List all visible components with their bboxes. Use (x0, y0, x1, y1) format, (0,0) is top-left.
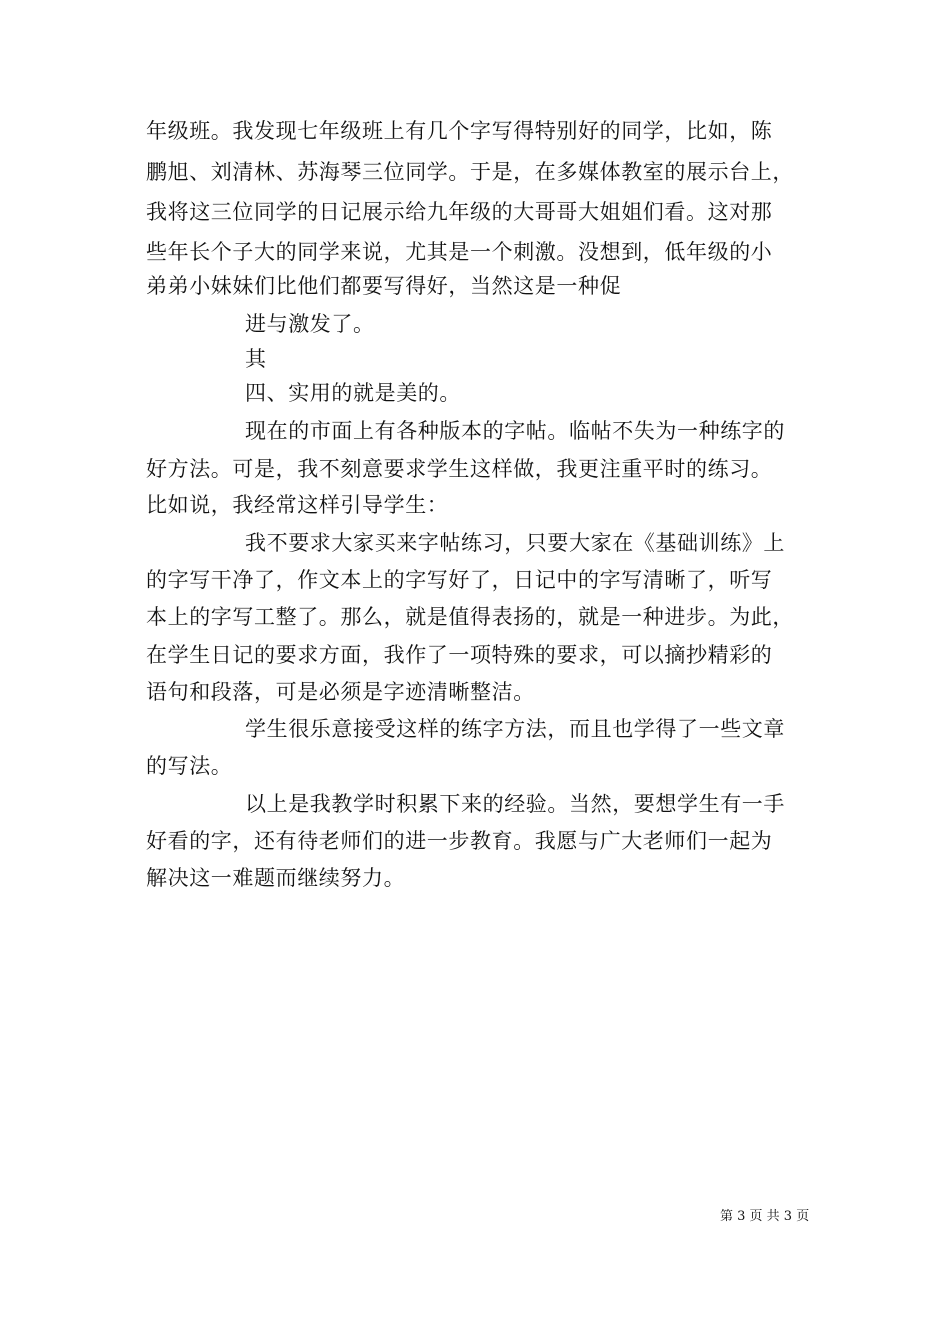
body-text-line: 在学生日记的要求方面，我作了一项特殊的要求，可以摘抄精彩的 (146, 643, 773, 667)
body-text-line: 以上是我教学时积累下来的经验。当然，要想学生有一手 (245, 792, 785, 816)
body-text-line: 年级班。我发现七年级班上有几个字写得特别好的同学，比如，陈 (146, 119, 773, 143)
body-text-line: 学生很乐意接受这样的练字方法，而且也学得了一些文章 (245, 717, 785, 741)
body-text-line: 其 (245, 347, 267, 371)
section-heading: 四、实用的就是美的。 (245, 381, 461, 405)
body-text-line: 些年长个子大的同学来说，尤其是一个刺激。没想到，低年级的小 (146, 240, 773, 264)
body-text-line: 好看的字，还有待老师们的进一步教育。我愿与广大老师们一起为 (146, 829, 773, 853)
body-text-line: 鹏旭、刘清林、苏海琴三位同学。于是，在多媒体教室的展示台上， (146, 160, 794, 184)
body-text-line: 好方法。可是，我不刻意要求学生这样做，我更注重平时的练习。 (146, 457, 773, 481)
body-text-line: 的字写干净了，作文本上的字写好了，日记中的字写清晰了，听写 (146, 568, 773, 592)
body-text-line: 我将这三位同学的日记展示给九年级的大哥哥大姐姐们看。这对那 (146, 200, 773, 224)
body-text-line: 现在的市面上有各种版本的字帖。临帖不失为一种练字的 (245, 419, 785, 443)
body-text-line: 本上的字写工整了。那么，就是值得表扬的，就是一种进步。为此， (146, 605, 794, 629)
body-text-line: 进与激发了。 (245, 312, 375, 336)
body-text-line: 比如说，我经常这样引导学生： (146, 493, 449, 517)
body-text-line: 解决这一难题而继续努力。 (146, 866, 406, 890)
page-footer: 第 3 页 共 3 页 (720, 1209, 810, 1224)
body-text-line: 我不要求大家买来字帖练习，只要大家在《基础训练》上 (245, 531, 785, 555)
body-text-line: 弟弟小妹妹们比他们都要写得好，当然这是一种促 (146, 274, 622, 298)
body-text-line: 的写法。 (146, 754, 233, 778)
body-text-line: 语句和段落，可是必须是字迹清晰整洁。 (146, 680, 535, 704)
